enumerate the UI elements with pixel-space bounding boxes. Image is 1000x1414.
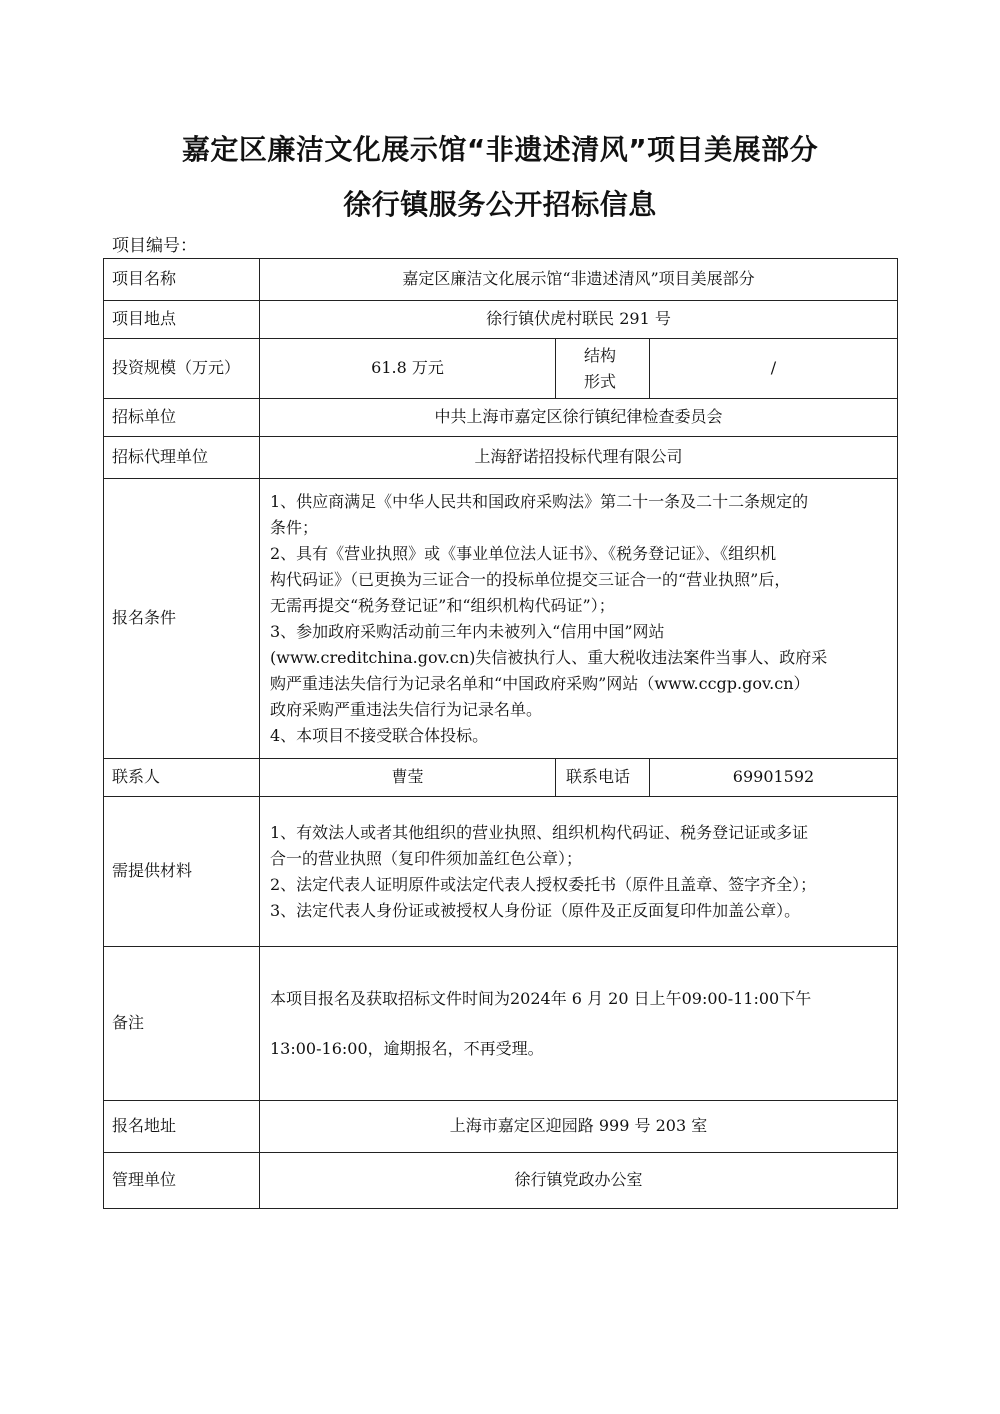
row-contact	[104, 759, 898, 797]
row-tenderer	[104, 399, 898, 437]
conditions-line: 1、供应商满足《中华人民共和国政府采购法》第二十一条及二十二条规定的	[270, 491, 809, 511]
tender-info-table	[103, 258, 898, 1209]
tenderer-value: 中共上海市嘉定区徐行镇纪律检查委员会	[260, 399, 898, 437]
remarks-line: 本项目报名及获取招标文件时间为2024年 6 月 20 日上午09:00-11:00下午	[270, 988, 812, 1008]
address-value: 上海市嘉定区迎园路 999 号 203 室	[260, 1101, 898, 1153]
project-location-value: 徐行镇伏虎村联民 291 号	[260, 301, 898, 339]
agent-label: 招标代理单位	[104, 437, 260, 479]
manager-value: 徐行镇党政办公室	[260, 1153, 898, 1209]
contact-label: 联系人	[104, 759, 260, 797]
conditions-label: 报名条件	[104, 479, 260, 759]
conditions-line: 无需再提交“税务登记证”和“组织机构代码证”）；	[270, 595, 615, 615]
row-materials	[104, 797, 898, 947]
materials-line: 1、有效法人或者其他组织的营业执照、组织机构代码证、税务登记证或多证	[270, 822, 809, 842]
conditions-content	[260, 479, 898, 759]
conditions-line: (www.creditchina.gov.cn)失信被执行人、重大税收违法案件当事人、政府采	[270, 647, 828, 667]
phone-label: 联系电话	[556, 759, 650, 797]
materials-content	[260, 797, 898, 947]
project-location-label: 项目地点	[104, 301, 260, 339]
row-address	[104, 1101, 898, 1153]
address-label: 报名地址	[104, 1101, 260, 1153]
contact-value: 曹莹	[260, 759, 556, 797]
project-name-label: 项目名称	[104, 259, 260, 301]
phone-value: 69901592	[650, 759, 898, 797]
document-title-line2: 徐行镇服务公开招标信息	[343, 188, 657, 221]
investment-value: 61.8 万元	[260, 339, 556, 399]
document-title-line1: 嘉定区廉洁文化展示馆“非遗述清风”项目美展部分	[181, 133, 819, 166]
materials-line: 3、法定代表人身份证或被授权人身份证（原件及正反面复印件加盖公章）。	[270, 900, 801, 920]
row-agent	[104, 437, 898, 479]
row-investment	[104, 339, 898, 399]
agent-value: 上海舒诺招投标代理有限公司	[260, 437, 898, 479]
project-name-value: 嘉定区廉洁文化展示馆“非遗述清风”项目美展部分	[260, 259, 898, 301]
materials-line: 2、法定代表人证明原件或法定代表人授权委托书（原件且盖章、签字齐全）；	[270, 874, 817, 894]
conditions-line: 4、本项目不接受联合体投标。	[270, 725, 489, 745]
conditions-line: 政府采购严重违法失信行为记录名单。	[270, 699, 543, 719]
conditions-line: 购严重违法失信行为记录名单和“中国政府采购”网站（www.ccgp.gov.cn）	[270, 673, 810, 693]
structure-form-label	[556, 339, 650, 399]
row-conditions	[104, 479, 898, 759]
remarks-label: 备注	[104, 947, 260, 1101]
structure-label-line1: 结构	[584, 345, 617, 365]
structure-form-value: /	[650, 339, 898, 399]
row-remarks	[104, 947, 898, 1101]
conditions-line: 2、具有《营业执照》或《事业单位法人证书》、《税务登记证》、《组织机	[270, 543, 777, 563]
materials-line: 合一的营业执照（复印件须加盖红色公章）；	[270, 848, 583, 868]
structure-label-line2: 形式	[584, 371, 617, 391]
manager-label: 管理单位	[104, 1153, 260, 1209]
conditions-line: 构代码证》（已更换为三证合一的投标单位提交三证合一的“营业执照”后，	[270, 569, 791, 589]
materials-label: 需提供材料	[104, 797, 260, 947]
project-number-label: 项目编号：	[112, 236, 197, 256]
row-manager	[104, 1153, 898, 1209]
tenderer-label: 招标单位	[104, 399, 260, 437]
investment-label: 投资规模（万元）	[104, 339, 260, 399]
remarks-line: 13:00-16:00，逾期报名，不再受理。	[270, 1038, 544, 1058]
row-project-name	[104, 259, 898, 301]
remarks-content	[260, 947, 898, 1101]
conditions-line: 条件；	[270, 517, 319, 537]
row-project-location	[104, 301, 898, 339]
conditions-line: 3、参加政府采购活动前三年内未被列入“信用中国”网站	[270, 621, 665, 641]
